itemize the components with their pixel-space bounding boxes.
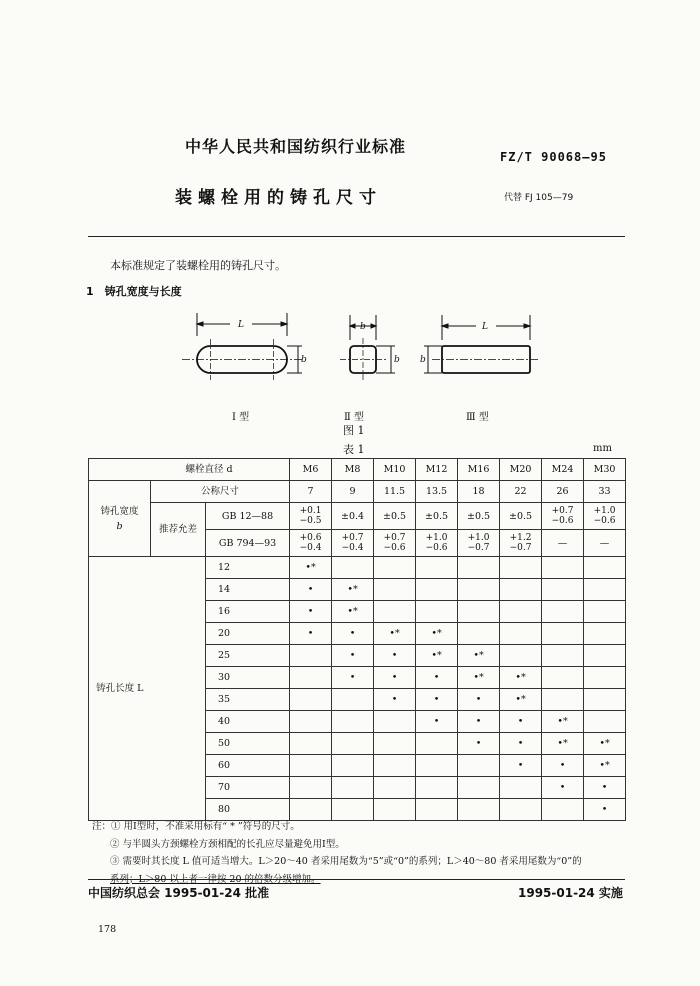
table-row [89, 481, 626, 503]
length-value: 80 [206, 799, 290, 821]
length-mark-cell [584, 711, 626, 733]
nominal-size-cell: 7 [290, 481, 332, 503]
length-mark-cell [374, 777, 416, 799]
tolerance-value [374, 511, 415, 522]
length-mark-cell: • [500, 711, 542, 733]
tolerance-cell [290, 530, 332, 557]
tolerance-line: ±0.4 [340, 510, 365, 522]
tolerance-line: — [599, 537, 610, 549]
tolerance-line: −0.5 [299, 516, 322, 526]
length-mark-cell [374, 601, 416, 623]
nominal-size-cell: 11.5 [374, 481, 416, 503]
length-mark-cell [290, 777, 332, 799]
length-mark-cell: • [416, 711, 458, 733]
nominal-size-cell: 9 [332, 481, 374, 503]
length-mark-cell [458, 557, 500, 579]
length-mark-cell [500, 645, 542, 667]
length-mark-cell: •* [416, 645, 458, 667]
length-mark-cell [458, 777, 500, 799]
length-mark-cell [584, 579, 626, 601]
length-mark-cell: • [416, 689, 458, 711]
length-mark-cell [374, 579, 416, 601]
approval-line: 中国纺织总会 1995-01-24 批准 [88, 886, 270, 900]
tolerance-cell [458, 503, 500, 530]
length-mark-cell: • [374, 645, 416, 667]
length-value: 60 [206, 755, 290, 777]
tolerance-line: — [557, 537, 568, 549]
type-2-shape [340, 315, 395, 382]
org-title: 中华人民共和国纺织行业标准 [185, 137, 407, 156]
type-2-label: Ⅱ 型 [344, 412, 364, 423]
type-1-label: Ⅰ 型 [232, 412, 250, 423]
tolerance-value [426, 533, 448, 553]
figure-caption: 图 1 [343, 424, 365, 437]
length-value: 70 [206, 777, 290, 799]
tolerance-value [332, 511, 373, 522]
replaces-note: 代替 FJ 105—79 [504, 193, 574, 203]
tolerance-cell [542, 503, 584, 530]
tolerance-line: −0.6 [383, 543, 406, 553]
length-mark-cell [458, 601, 500, 623]
tolerance-cell [374, 503, 416, 530]
length-mark-cell [290, 733, 332, 755]
tolerance-line: +0.7 [551, 506, 574, 516]
length-mark-cell: •* [458, 645, 500, 667]
length-mark-cell [584, 689, 626, 711]
length-mark-cell [416, 733, 458, 755]
standard-number: FZ/T 90068—95 [500, 150, 607, 164]
length-mark-cell [542, 645, 584, 667]
tolerance-cell [416, 530, 458, 557]
length-mark-cell [584, 645, 626, 667]
bolt-size-cell: M30 [584, 459, 626, 481]
length-mark-cell [542, 623, 584, 645]
hole-width-label [89, 481, 151, 557]
length-mark-cell: • [290, 579, 332, 601]
length-mark-cell: •* [374, 623, 416, 645]
tolerance-cell [500, 530, 542, 557]
length-mark-cell [332, 557, 374, 579]
length-mark-cell: •* [332, 579, 374, 601]
length-mark-cell: • [332, 667, 374, 689]
tolerance-value [468, 533, 490, 553]
footer-rule [88, 879, 625, 880]
tolerance-line: −0.6 [593, 516, 616, 526]
tolerance-cell [332, 503, 374, 530]
tolerance-cell [458, 530, 500, 557]
length-mark-cell [290, 667, 332, 689]
length-mark-cell: • [458, 733, 500, 755]
note-1: 注：① 用Ⅰ型时，不准采用标有“ * ”符号的尺寸。 [92, 821, 300, 832]
tolerance-cell [416, 503, 458, 530]
note-3: ③ 需要时其长度 L 值可适当增大。L＞20～40 者采用尾数为“5”或“0”的系列；L＞40～80 者采用尾数为“0”的 [110, 856, 582, 867]
tolerance-line: +1.0 [593, 506, 616, 516]
dim-label-L-type3: L [482, 322, 488, 332]
length-mark-cell [416, 557, 458, 579]
length-mark-cell [290, 711, 332, 733]
bolt-size-cell: M20 [500, 459, 542, 481]
bolt-size-cell: M24 [542, 459, 584, 481]
dim-label-L-type1: L [238, 320, 244, 330]
length-mark-cell [500, 601, 542, 623]
length-mark-cell [542, 579, 584, 601]
length-mark-cell: •* [290, 557, 332, 579]
length-mark-cell: • [584, 777, 626, 799]
length-mark-cell [374, 755, 416, 777]
tolerance-cell [500, 503, 542, 530]
length-mark-cell [416, 755, 458, 777]
tolerance-line: ±0.5 [508, 510, 533, 522]
length-mark-cell [584, 601, 626, 623]
length-mark-cell [290, 689, 332, 711]
length-mark-cell: •* [500, 689, 542, 711]
length-mark-cell: • [458, 689, 500, 711]
tolerance-value [458, 511, 499, 522]
tolerance-line: +0.1 [299, 506, 322, 516]
note-2: ② 与半圆头方颈螺栓方颈相配的长孔应尽量避免用Ⅰ型。 [110, 838, 345, 850]
length-mark-cell [458, 579, 500, 601]
length-mark-cell [416, 777, 458, 799]
tolerance-row [89, 503, 626, 530]
tolerance-value [342, 533, 364, 553]
figure-1-drawing [180, 310, 550, 390]
tolerance-line: −0.7 [467, 543, 490, 553]
dim-label-b-top-type2: b [360, 322, 366, 332]
tolerance-line: +0.7 [383, 533, 406, 543]
length-mark-cell [458, 755, 500, 777]
page-number: 178 [98, 924, 117, 935]
tolerance-line: +1.0 [425, 533, 448, 543]
length-mark-cell [374, 557, 416, 579]
length-mark-cell [542, 557, 584, 579]
notes [92, 818, 582, 888]
length-mark-cell [542, 667, 584, 689]
length-mark-cell: • [374, 667, 416, 689]
section-heading: 1 铸孔宽度与长度 [86, 285, 182, 298]
length-mark-cell [458, 623, 500, 645]
length-value: 16 [206, 601, 290, 623]
length-mark-cell [500, 777, 542, 799]
tolerance-cell [290, 503, 332, 530]
tolerance-value [300, 506, 322, 526]
length-mark-cell [584, 623, 626, 645]
length-mark-cell: • [500, 755, 542, 777]
tolerance-cell [584, 503, 626, 530]
nominal-size-cell: 22 [500, 481, 542, 503]
tolerance-standard: GB 794—93 [206, 530, 290, 557]
length-value: 14 [206, 579, 290, 601]
length-value: 50 [206, 733, 290, 755]
length-mark-cell: •* [500, 667, 542, 689]
hole-width-text: 铸孔宽度 [100, 505, 139, 517]
tolerance-value [542, 538, 583, 549]
tolerance-line: ±0.5 [382, 510, 407, 522]
bolt-size-cell: M16 [458, 459, 500, 481]
length-mark-cell: •* [332, 601, 374, 623]
length-mark-cell [584, 667, 626, 689]
tolerance-line: ±0.5 [424, 510, 449, 522]
document-title: 装螺栓用的铸孔尺寸 [175, 188, 382, 208]
length-mark-cell: • [542, 755, 584, 777]
hole-length-label: 铸孔长度 L [89, 557, 151, 821]
hole-length-spacer [151, 557, 206, 821]
length-mark-cell [332, 777, 374, 799]
length-mark-cell: • [290, 623, 332, 645]
tolerance-line: −0.7 [509, 543, 532, 553]
tolerance-value [552, 506, 574, 526]
recommended-tolerance-label: 推荐允差 [151, 503, 206, 557]
nominal-size-cell: 18 [458, 481, 500, 503]
length-mark-cell [416, 601, 458, 623]
length-mark-cell: • [416, 667, 458, 689]
tolerance-line: −0.6 [425, 543, 448, 553]
tolerance-standard: GB 12—88 [206, 503, 290, 530]
tolerance-line: +0.7 [341, 533, 364, 543]
length-mark-cell [542, 689, 584, 711]
length-mark-cell: • [332, 623, 374, 645]
length-mark-cell: • [332, 645, 374, 667]
effective-date: 1995-01-24 实施 [518, 886, 623, 900]
tolerance-value [416, 511, 457, 522]
length-value: 12 [206, 557, 290, 579]
tolerance-value [384, 533, 406, 553]
tolerance-line: ±0.5 [466, 510, 491, 522]
length-row [89, 557, 626, 579]
length-mark-cell [500, 579, 542, 601]
length-mark-cell [332, 733, 374, 755]
intro-text: 本标准规定了装螺栓用的铸孔尺寸。 [110, 259, 286, 272]
length-mark-cell [290, 645, 332, 667]
nominal-size-label: 公称尺寸 [151, 481, 290, 503]
tolerance-value [510, 533, 532, 553]
tolerance-cell [542, 530, 584, 557]
length-mark-cell: • [584, 799, 626, 821]
length-value: 30 [206, 667, 290, 689]
tolerance-value [584, 538, 625, 549]
tolerance-line: +1.2 [509, 533, 532, 543]
table-unit: mm [593, 443, 612, 454]
note-3-continued: 系列；L＞80 以上者一律按 20 的倍数分级增加。 [110, 873, 321, 885]
bolt-size-cell: M8 [332, 459, 374, 481]
length-mark-cell: • [542, 777, 584, 799]
table-header-row [89, 459, 626, 481]
tolerance-line: −0.6 [551, 516, 574, 526]
nominal-size-cell: 13.5 [416, 481, 458, 503]
length-value: 35 [206, 689, 290, 711]
bolt-diameter-label: 螺栓直径 d [89, 459, 290, 481]
bolt-hole-table [88, 458, 626, 821]
length-mark-cell: • [374, 689, 416, 711]
length-mark-cell [584, 557, 626, 579]
length-mark-cell [332, 689, 374, 711]
length-value: 25 [206, 645, 290, 667]
length-mark-cell [500, 557, 542, 579]
tolerance-line: −0.4 [299, 543, 322, 553]
tolerance-line: +0.6 [299, 533, 322, 543]
dim-label-b-type1: b [301, 355, 307, 365]
length-mark-cell: • [290, 601, 332, 623]
tolerance-value [594, 506, 616, 526]
length-mark-cell: •* [584, 733, 626, 755]
tolerance-value [500, 511, 541, 522]
tolerance-cell [374, 530, 416, 557]
bolt-size-cell: M6 [290, 459, 332, 481]
hole-width-symbol: b [116, 520, 123, 532]
length-mark-cell: •* [458, 667, 500, 689]
dim-label-b-type2: b [394, 355, 400, 365]
dim-label-b-type3: b [420, 355, 426, 365]
tolerance-value [300, 533, 322, 553]
tolerance-cell [584, 530, 626, 557]
length-mark-cell: •* [584, 755, 626, 777]
length-mark-cell: •* [416, 623, 458, 645]
tolerance-cell [332, 530, 374, 557]
nominal-size-cell: 33 [584, 481, 626, 503]
length-mark-cell [542, 601, 584, 623]
length-mark-cell [332, 755, 374, 777]
length-mark-cell [374, 711, 416, 733]
bolt-size-cell: M10 [374, 459, 416, 481]
nominal-size-cell: 26 [542, 481, 584, 503]
length-mark-cell [500, 623, 542, 645]
type-3-label: Ⅲ 型 [466, 412, 489, 423]
length-mark-cell: •* [542, 711, 584, 733]
bolt-size-cell: M12 [416, 459, 458, 481]
length-value: 40 [206, 711, 290, 733]
tolerance-line: −0.4 [341, 543, 364, 553]
tolerance-line: +1.0 [467, 533, 490, 543]
table-caption: 表 1 [343, 443, 365, 456]
length-mark-cell [416, 579, 458, 601]
length-mark-cell [374, 733, 416, 755]
length-mark-cell [290, 755, 332, 777]
length-mark-cell [332, 711, 374, 733]
length-mark-cell: • [458, 711, 500, 733]
length-mark-cell: • [500, 733, 542, 755]
length-mark-cell: •* [542, 733, 584, 755]
header-rule [88, 236, 625, 237]
length-value: 20 [206, 623, 290, 645]
